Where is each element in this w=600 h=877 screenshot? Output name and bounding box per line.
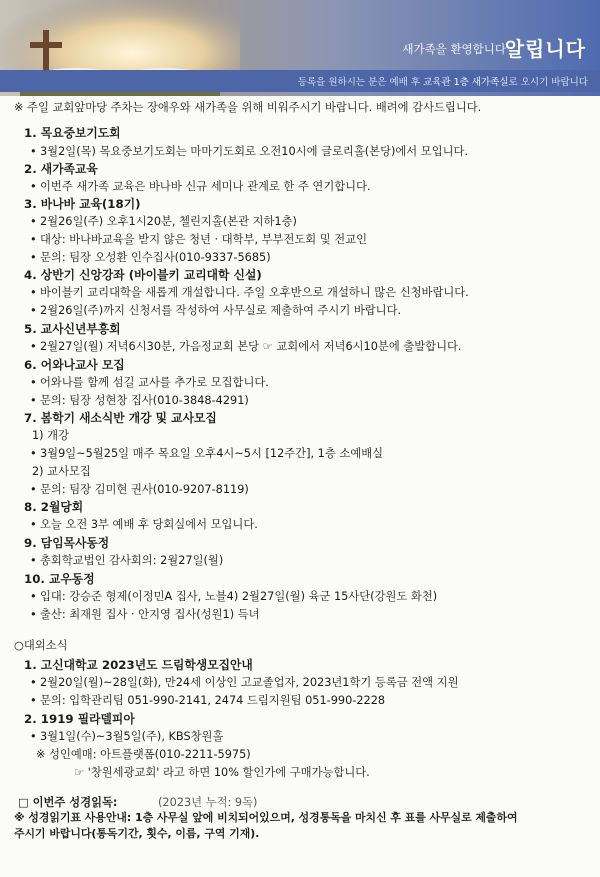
item-subtitle: 1) 개강 [32, 429, 70, 442]
item-bullet: • 3월2일(목) 목요중보기도회는 마마기도회로 오전10시에 글로리홀(본당)에서 모입니다. [40, 145, 468, 159]
external-news-title: ○대외소식 [14, 639, 68, 652]
register-pre: 등록을 원하시는 분은 예배 후 [297, 77, 424, 88]
item-title: 7. 봄학기 새소식반 개강 및 교사모집 [24, 411, 217, 425]
item-title: 3. 바나바 교육(18기) [24, 197, 141, 211]
notice-title: 알립니다 [504, 37, 586, 61]
item-bullet: • 입대: 강승준 형제(이정민A 집사, 노블4) 2월27일(월) 육군 15사단(강원도 화천) [40, 590, 437, 604]
bible-reading-note: ※ 성경읽기표 사용안내: 1층 사무실 앞에 비치되어있으며, 성경통독을 마치신 후 표를 사무실로 제출하여 [14, 811, 518, 824]
register-bar [0, 70, 600, 92]
item-bullet: • 3월1일(수)~3월5일(주), KBS창원홀 [40, 730, 223, 744]
welcome-text: 새가족을 환영합니다 [402, 42, 506, 56]
item-subtitle: 2) 교사모집 [32, 465, 91, 478]
item-bullet: • 어와나를 함께 섬길 교사를 추가로 모집합니다. [40, 376, 269, 390]
intro-note: ※ 주일 교회앞마당 주차는 장애우와 새가족을 위해 비워주시기 바랍니다. 배려에 감사드립니다. [14, 101, 482, 114]
item-title: 9. 담임목사동정 [24, 536, 110, 550]
item-bullet: • 2월26일(주) 오후1시20분, 첼린지홀(본관 지하1층) [40, 215, 297, 229]
item-note: ※ 성인예매: 아트플랫폼(010-2211-5975) [36, 748, 251, 761]
item-bullet: • 2월26일(주)까지 신청서를 작성하여 사무실로 제출하여 주시기 바랍니다. [40, 304, 401, 318]
register-text [298, 74, 588, 88]
item-title: 4. 상반기 신앙강좌 (바이블키 교리대학 신설) [24, 268, 262, 282]
item-title: 8. 2월당회 [24, 500, 84, 514]
item-title: 2. 1919 필라델피아 [24, 712, 135, 726]
item-bullet: • 대상: 바나바교육을 받지 않은 청년 · 대학부, 부부전도회 및 전교인 [40, 233, 367, 247]
item-title: 1. 목요중보기도회 [24, 126, 121, 140]
item-title: 5. 교사신년부흥회 [24, 322, 121, 336]
item-bullet: • 총회학교법인 감사회의: 2월27일(월) [40, 554, 223, 568]
item-bullet: • 문의: 팀장 성현창 집사(010-3848-4291) [40, 394, 249, 408]
item-note: ☞ '창원세광교회' 라고 하면 10% 할인가에 구매가능합니다. [74, 766, 370, 779]
item-title: 1. 고신대학교 2023년도 드림학생모집안내 [24, 658, 253, 672]
item-bullet: • 바이블키 교리대학을 새롭게 개설합니다. 주일 오후반으로 개설하니 많은 신청바랍니다. [40, 286, 469, 300]
item-bullet: • 2월27일(월) 저녁6시30분, 가음정교회 본당 ☞ 교회에서 저녁6시10분에 출발합니다. [40, 340, 462, 354]
item-bullet: • 3월9일~5월25일 매주 목요일 오후4시~5시 [12주간], 1층 소예배실 [40, 447, 383, 461]
bible-reading-label: □ 이번주 성경읽독: [18, 796, 118, 809]
item-bullet: • 문의: 팀장 오성환 인수집사(010-9337-5685) [40, 251, 271, 265]
item-bullet: • 문의: 팀장 김미현 권사(010-9207-8119) [40, 483, 249, 497]
item-bullet: • 이번주 새가족 교육은 바나바 신규 세미나 관계로 한 주 연기합니다. [40, 180, 371, 194]
item-title: 10. 교우동정 [24, 572, 95, 586]
bible-reading-note: 주시기 바랍니다(통독기간, 횟수, 이름, 구역 기재). [14, 827, 260, 840]
header-banner [0, 0, 600, 96]
item-title: 6. 어와나교사 모집 [24, 358, 125, 372]
item-title: 2. 새가족교육 [24, 162, 98, 176]
item-bullet: • 출산: 최재원 집사 · 안지영 집사(성원1) 득녀 [40, 608, 260, 622]
item-bullet: • 오늘 오전 3부 예배 후 당회실에서 모입니다. [40, 518, 258, 532]
item-bullet: • 문의: 입학관리팀 051-990-2141, 2474 드림지원팀 051-990-2228 [40, 694, 385, 708]
register-location: 교육관 1층 새가족실 [423, 77, 509, 88]
register-post: 로 오시기 바랍니다 [508, 77, 588, 88]
bible-reading-count: (2023년 누적: 9독) [158, 796, 258, 809]
item-bullet: • 2월20일(월)~28일(화), 만24세 이상인 고교졸업자, 2023년1학기 등록금 전액 지원 [40, 676, 459, 690]
